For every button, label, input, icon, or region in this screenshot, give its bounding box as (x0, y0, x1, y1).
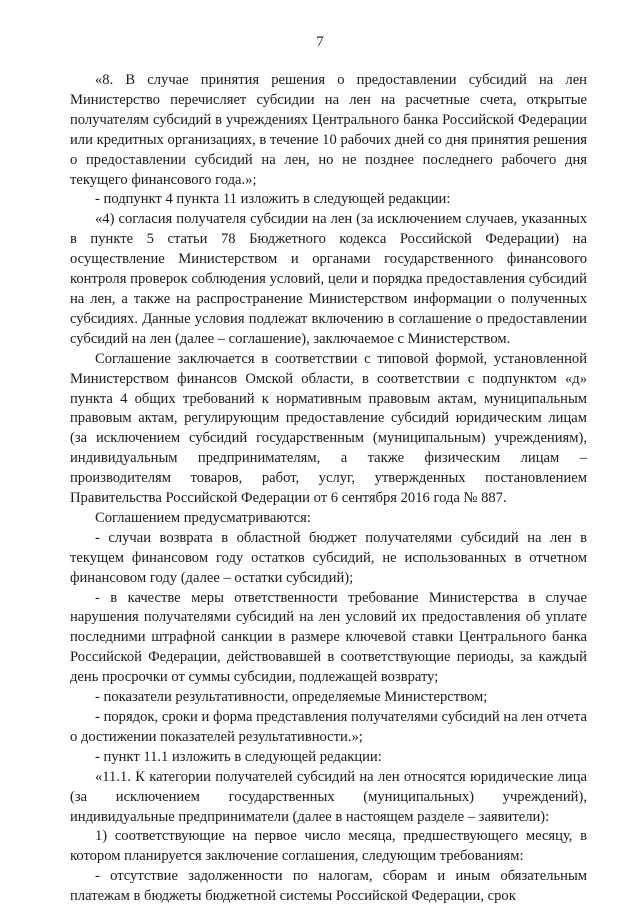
paragraph-clause-8: «8. В случае принятия решения о предоставлении субсидий на лен Министерство перечисляет субсидии на лен на расчетные счета, открытые получателям субсидий в учреждениях Центрального банка Российской Федерации или кредитных организациях, в течение 10 рабочих дней со дня принятия решения о предоставлении субсидий на лен, но не позднее последнего рабочего дня текущего финансового года.»; (70, 72, 587, 188)
paragraph-agreement: Соглашение заключается в соответствии с типовой формой, установленной Министерством финансов Омской области, в соответствии с подпунктом «д» пункта 4 общих требований к нормативным правовым актам, муниципальным правовым актам, регулирующим предоставление субсидий юридическим лицам (за исключением субсидий государственным (муниципальным) учреждениям), индивидуальным предпринимателям, а также физическим лицам – производителям товаров, работ, услуг, утвержденных постановлением Правительства Российской Федерации от 6 сентября 2016 года № 887. (70, 350, 587, 507)
paragraph-amend-point-11-1: - пункт 11.1 изложить в следующей редакции: (95, 748, 382, 765)
list-item-no-debt: - отсутствие задолженности по налогам, сборам и иным обязательным платежам в бюджеты бюджетной системы Российской Федерации, срок (70, 868, 587, 905)
page-number: 7 (316, 34, 324, 50)
paragraph-subpoint-4: «4) согласия получателя субсидии на лен (за исключением случаев, указанных в пункте 5 статьи 78 Бюджетного кодекса Российской Федерации) на осуществление Министерством и органами государственного финансового контроля проверок соблюдения условий, цели и порядка предоставления субсидий на лен, а также на распространение Министерством информации о полученных субсидиях. Данные условия подлежат включению в соглашение о предоставлении субсидий на лен (далее – соглашение), заключаемое с Министерством. (70, 211, 587, 347)
list-item-return-cases: - случаи возврата в областной бюджет получателями субсидий на лен в текущем финансовом году остатков субсидий, не использованных в отчетном финансовом году (далее – остатки субсидий); (70, 529, 587, 586)
paragraph-agreement-provides: Соглашением предусматриваются: (95, 509, 311, 526)
paragraph-amend-subpoint-4: - подпункт 4 пункта 11 изложить в следующей редакции: (95, 191, 451, 208)
document-body (70, 71, 587, 907)
paragraph-point-11-1: «11.1. К категории получателей субсидий на лен относятся юридические лица (за исключением государственных (муниципальных) учреждений), индивидуальные предприниматели (далее в настоящем разделе – заявители): (70, 768, 587, 825)
list-item-liability: - в качестве меры ответственности требование Министерства в случае нарушения получателями субсидий на лен условий их предоставления об уплате последними штрафной санкции в размере ключевой ставки Центрального банка Российской Федерации, действовавшей в соответствующие периоды, за каждый день просрочки от суммы субсидии, подлежащей возврату; (70, 589, 587, 686)
list-item-indicators: - показатели результативности, определяемые Министерством; (95, 689, 488, 706)
list-item-reporting: - порядок, сроки и форма представления получателями субсидий на лен отчета о достижении показателей результативности.»; (70, 709, 587, 745)
paragraph-requirement-1: 1) соответствующие на первое число месяца, предшествующего месяцу, в котором планируется заключение соглашения, следующим требованиям: (70, 828, 587, 865)
